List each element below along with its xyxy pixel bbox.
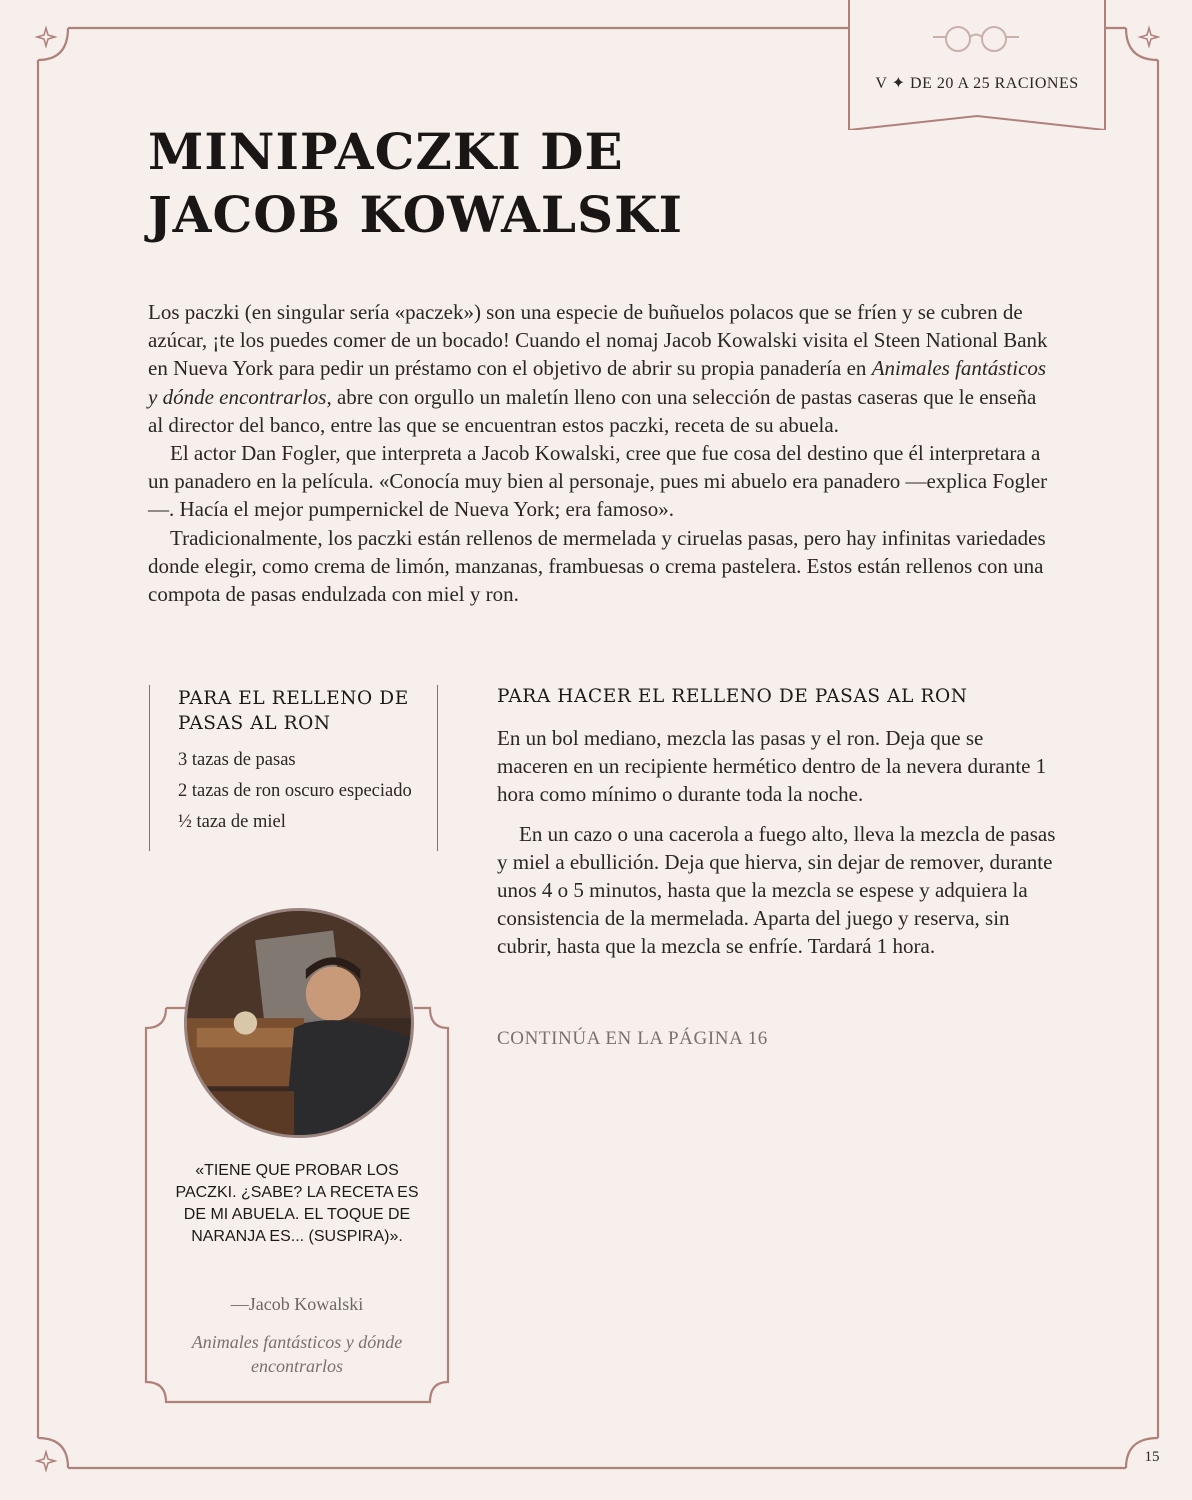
method-step: En un cazo o una cacerola a fuego alto, lleva la mezcla de pasas y miel a ebullición. Deja que hierva, sin dejar de remover, durante unos 4 o 5 minutos, hasta que la mezcla se espese y adquiera la consistencia de la mermelada. Aparta del juego y reserva, sin cubrir, hasta que la mezcla se enfríe. Tardará 1 hora. bbox=[497, 821, 1056, 959]
photo-illustration bbox=[187, 911, 411, 1135]
ingredient-item: ½ taza de miel bbox=[178, 812, 286, 832]
title-line-1: MINIPACZKI DE bbox=[148, 122, 624, 181]
servings-text: V ✦ DE 20 A 25 RACIONES bbox=[875, 75, 1079, 92]
intro-p1-text-a: Los paczki (en singular sería «paczek») son una especie de buñuelos polacos que se fríen y se cubren de azúcar, ¡te los puedes comer de un bocado! Cuando el nomaj Jacob Kowalski visita el Steen National Bank en Nueva York para pedir un préstamo con el objetivo de abrir su propia panadería en bbox=[148, 300, 1048, 381]
intro-paragraph-3: Tradicionalmente, los paczki están rellenos de mermelada y ciruelas pasas, pero hay infinitas variedades donde elegir, como crema de limón, manzanas, frambuesas o crema pastelera. Estos están rellenos con una compota de pasas endulzada con miel y ron. bbox=[148, 525, 1046, 607]
glasses-icon bbox=[930, 22, 1020, 56]
method-step: En un bol mediano, mezcla las pasas y el ron. Deja que se maceren en un recipiente hermético dentro de la nevera durante 1 hora como mínimo o durante toda la noche. bbox=[497, 726, 1047, 807]
title-line-2: JACOB KOWALSKI bbox=[148, 185, 683, 244]
ingredient-item: 2 tazas de ron oscuro especiado bbox=[178, 781, 412, 801]
right-rule bbox=[437, 685, 438, 851]
ingredients-list bbox=[178, 748, 418, 841]
servings-badge bbox=[848, 0, 1106, 130]
continue-note: CONTINÚA EN LA PÁGINA 16 bbox=[497, 1028, 768, 1049]
method-steps bbox=[497, 724, 1057, 972]
quote-attribution: —Jacob Kowalski bbox=[230, 1294, 364, 1314]
film-title: Animales fantásticos y dónde encontrarlos bbox=[148, 356, 1047, 409]
method-heading: PARA HACER EL RELLENO DE PASAS AL RON bbox=[497, 686, 968, 707]
quote-text: «TIENE QUE PROBAR LOS PACZKI. ¿SABE? LA RECETA ES DE MI ABUELA. EL TOQUE DE NARANJA ES... (SUSPIRA)». bbox=[175, 1162, 419, 1245]
left-rule bbox=[149, 685, 150, 851]
ingredient-item: 3 tazas de pasas bbox=[178, 750, 296, 770]
intro-paragraph-2: El actor Dan Fogler, que interpreta a Jacob Kowalski, cree que fue cosa del destino que él interpretara a un panadero en la película. «Conocía muy bien al personaje, pues mi abuelo era panadero —explica Fogler—. Hacía el mejor pumpernickel de Nueva York; era famoso». bbox=[148, 441, 1048, 522]
jacob-kowalski-photo bbox=[184, 908, 414, 1138]
ingredients-heading: PARA EL RELLENO DE PASAS AL RON bbox=[178, 688, 409, 734]
intro-text bbox=[148, 298, 1048, 608]
page-title bbox=[148, 120, 683, 246]
intro-paragraph-1 bbox=[148, 298, 1048, 439]
quote-source: Animales fantásticos y dónde encontrarlos bbox=[191, 1332, 403, 1376]
intro-p1-text-b: , abre con orgullo un maletín lleno con una selección de pastas caseras que le enseña al director del banco, entre las que se encuentran estos paczki, receta de su abuela. bbox=[148, 384, 1037, 437]
page-number: 15 bbox=[1144, 1449, 1160, 1465]
